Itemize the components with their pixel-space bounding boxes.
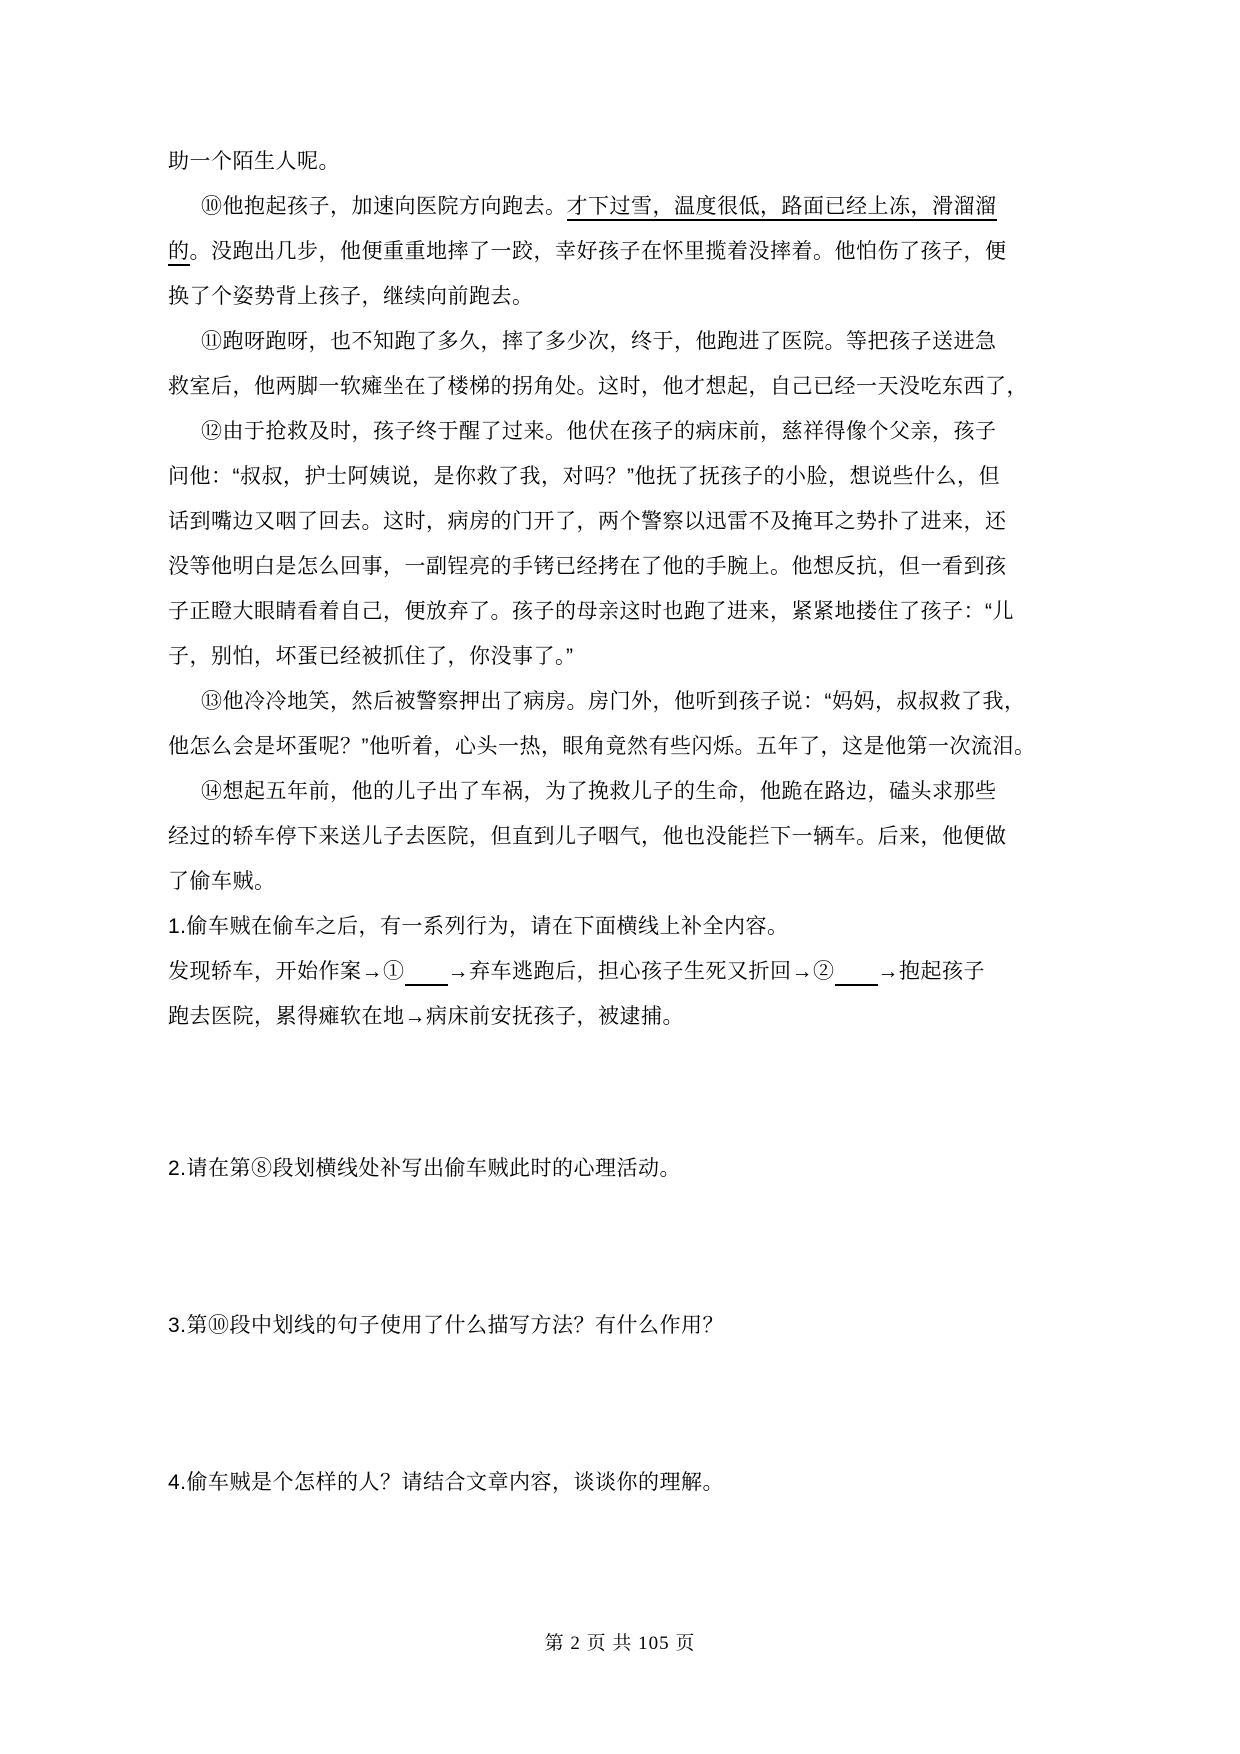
text-line — [168, 544, 1072, 589]
text-run: →抱起孩子 — [877, 960, 985, 983]
underlined-sentence: 的 — [168, 240, 190, 266]
text-line — [168, 589, 1072, 634]
text-line — [168, 229, 1072, 274]
text-line — [168, 724, 1072, 769]
text-line — [168, 814, 1072, 859]
text-run: 没等他明白是怎么回事，一副锃亮的手铐已经拷在了他的手腕上。他想反抗，但一看到孩 — [168, 555, 1007, 578]
text-line — [168, 949, 1072, 994]
text-run: 问他：“叔叔，护士阿姨说，是你救了我，对吗？”他抚了抚孩子的小脸，想说些什么，但 — [168, 465, 1000, 488]
text-line — [168, 319, 1072, 364]
text-run: 子正瞪大眼睛看着自己，便放弃了。孩子的母亲这时也跑了进来，紧紧地搂住了孩子：“儿 — [168, 600, 1014, 623]
text-run: ⑭想起五年前，他的儿子出了车祸，为了挽救儿子的生命，他跪在路边，磕头求那些 — [201, 780, 997, 803]
question-4: 4.偷车贼是个怎样的人？请结合文章内容，谈谈你的理解。 — [168, 1471, 725, 1494]
question-1-block — [168, 904, 1072, 1039]
text-line — [168, 679, 1072, 724]
text-line — [168, 454, 1072, 499]
text-run: 跑去医院，累得瘫软在地→病床前安抚孩子，被逮捕。 — [168, 1005, 684, 1028]
text-line — [168, 184, 1072, 229]
text-run: 他怎么会是坏蛋呢？”他听着，心头一热，眼角竟然有些闪烁。五年了，这是他第一次流泪。 — [168, 735, 1036, 758]
text-run: 发现轿车，开始作案→① — [168, 960, 405, 983]
text-line — [168, 904, 1072, 949]
text-line — [168, 994, 1072, 1039]
text-run: ⑩他抱起孩子，加速向医院方向跑去。 — [201, 195, 567, 218]
text-run: 助一个陌生人呢。 — [168, 150, 340, 173]
text-run: 子，别怕，坏蛋已经被抓住了，你没事了。” — [168, 645, 574, 668]
text-line — [168, 769, 1072, 814]
text-line — [168, 274, 1072, 319]
text-line — [168, 139, 1072, 184]
text-line — [168, 634, 1072, 679]
text-run: 1.偷车贼在偷车之后，有一系列行为，请在下面横线上补全内容。 — [168, 915, 789, 938]
text-run: 了偷车贼。 — [168, 870, 276, 893]
page-footer: 第 2 页 共 105 页 — [544, 1633, 696, 1654]
text-line — [168, 859, 1072, 904]
text-run: 换了个姿势背上孩子，继续向前跑去。 — [168, 285, 534, 308]
underlined-sentence: 才下过雪，温度很低，路面已经上冻，滑溜溜 — [567, 195, 997, 221]
question-2: 2.请在第⑧段划横线处补写出偷车贼此时的心理活动。 — [168, 1157, 682, 1180]
text-line — [168, 499, 1072, 544]
text-run: ⑪跑呀跑呀，也不知跑了多久，摔了多少次，终于，他跑进了医院。等把孩子送进急 — [201, 330, 997, 353]
answer-blank — [835, 960, 878, 986]
answer-blank — [405, 960, 448, 986]
text-line — [168, 364, 1072, 409]
question-3: 3.第⑩段中划线的句子使用了什么描写方法？有什么作用？ — [168, 1314, 725, 1337]
text-run: 救室后，他两脚一软瘫坐在了楼梯的拐角处。这时，他才想起，自己已经一天没吃东西了， — [168, 375, 1028, 398]
text-run: 话到嘴边又咽了回去。这时，病房的门开了，两个警察以迅雷不及掩耳之势扑了进来，还 — [168, 510, 1007, 533]
text-run: 经过的轿车停下来送儿子去医院，但直到儿子咽气，他也没能拦下一辆车。后来，他便做 — [168, 825, 1007, 848]
text-run: ⑬他冷冷地笑，然后被警察押出了病房。房门外，他听到孩子说：“妈妈，叔叔救了我， — [201, 690, 1026, 713]
text-run: →弃车逃跑后，担心孩子生死又折回→② — [447, 960, 835, 983]
text-line — [168, 409, 1072, 454]
text-run: ⑫由于抢救及时，孩子终于醒了过来。他伏在孩子的病床前，慈祥得像个父亲，孩子 — [201, 420, 997, 443]
story-text — [168, 139, 1072, 904]
text-run: 。没跑出几步，他便重重地摔了一跤，幸好孩子在怀里揽着没摔着。他怕伤了孩子，便 — [189, 240, 1007, 263]
